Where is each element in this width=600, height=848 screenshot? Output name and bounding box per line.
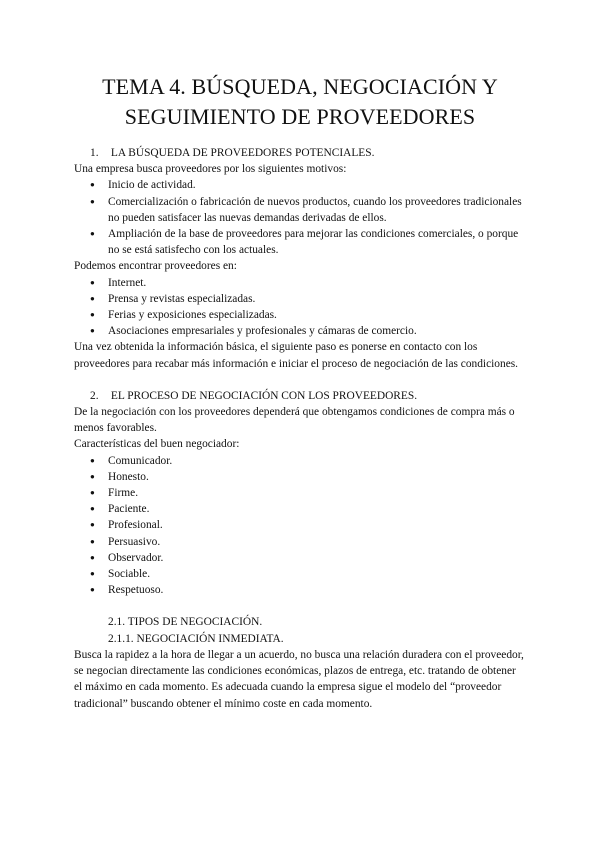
page-title-line-1: TEMA 4. BÚSQUEDA, NEGOCIACIÓN Y	[102, 74, 498, 99]
motives-list	[74, 177, 524, 258]
negotiation-paragraph: Busca la rapidez a la hora de llegar a un acuerdo, no busca una relación duradera con el proveedor, se negocian directamente las condiciones económicas, plazos de entrega, etc. tratando de obtener el máximo en cada momento. Es adecuada cuando la empresa sigue el modelo del “proveedor tradicional” buscando obtener el mínimo coste en cada momento.	[74, 648, 524, 710]
sources-list	[74, 275, 524, 340]
section-1-closing: Una vez obtenida la información básica, el siguiente paso es ponerse en contacto con los proveedores para recabar más información e iniciar el proceso de negociación de las condiciones.	[74, 341, 519, 370]
list-item: ● Persuasivo.	[74, 534, 524, 550]
list-item: ● Firme.	[74, 485, 524, 501]
section-1-heading	[74, 145, 524, 161]
list-item: ● Paciente.	[74, 501, 524, 517]
list-item: ● Internet.	[74, 275, 524, 291]
list-item: ● Ferias y exposiciones especializadas.	[74, 307, 524, 323]
list-item: ● Prensa y revistas especializadas.	[74, 291, 524, 307]
section-2-heading	[74, 388, 524, 404]
section-1-number: 1.	[90, 147, 99, 159]
section-spacer	[74, 372, 524, 388]
section-1-intro: Una empresa busca proveedores por los siguientes motivos:	[74, 163, 347, 176]
list-item: ● Observador.	[74, 550, 524, 566]
section-2-number: 2.	[90, 389, 99, 402]
section-2-intro: De la negociación con los proveedores dependerá que obtengamos condiciones de compra más o menos favorables.	[74, 406, 515, 435]
traits-intro: Características del buen negociador:	[74, 438, 240, 451]
sources-intro: Podemos encontrar proveedores en:	[74, 260, 237, 273]
list-item: ● Asociaciones empresariales y profesionales y cámaras de comercio.	[74, 323, 524, 339]
section-2-heading-text: EL PROCESO DE NEGOCIACIÓN CON LOS PROVEEDORES.	[110, 389, 418, 402]
list-item: ● Profesional.	[74, 517, 524, 533]
section-1-heading-text: LA BÚSQUEDA DE PROVEEDORES POTENCIALES.	[110, 147, 375, 159]
list-item: ● Inicio de actividad.	[74, 177, 524, 193]
document-body	[74, 145, 524, 712]
subsection-heading: 2.1. TIPOS DE NEGOCIACIÓN.	[108, 616, 263, 629]
page-title	[0, 72, 600, 132]
list-item: ● Comunicador.	[74, 453, 524, 469]
section-spacer	[74, 598, 524, 614]
traits-list	[74, 453, 524, 599]
list-item: ● Sociable.	[74, 566, 524, 582]
list-item: ● Ampliación de la base de proveedores para mejorar las condiciones comerciales, o porque no se está satisfecho con los actuales.	[74, 226, 524, 258]
list-item: ● Honesto.	[74, 469, 524, 485]
list-item: ● Comercialización o fabricación de nuevos productos, cuando los proveedores tradicionales no pueden satisfacer las nuevas demandas derivadas de ellos.	[74, 194, 524, 226]
subsubsection-heading: 2.1.1. NEGOCIACIÓN INMEDIATA.	[108, 632, 284, 645]
page-title-line-2: SEGUIMIENTO DE PROVEEDORES	[124, 104, 476, 129]
list-item: ● Respetuoso.	[74, 582, 524, 598]
